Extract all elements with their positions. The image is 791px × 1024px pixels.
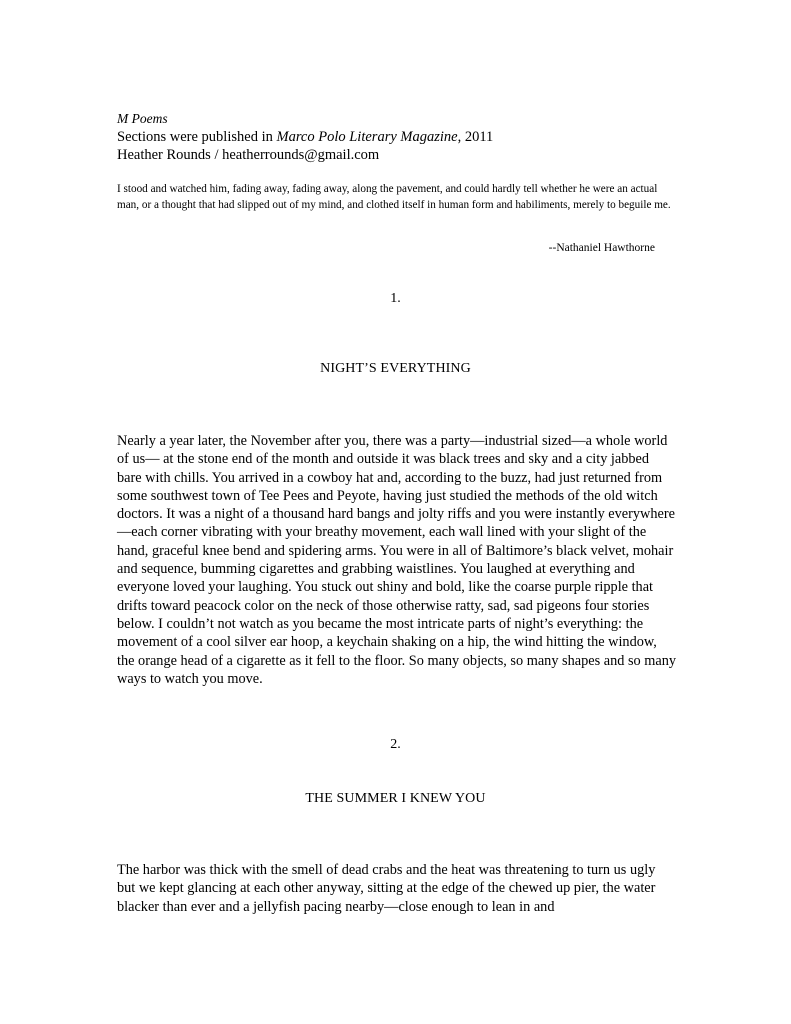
section-title: NIGHT’S EVERYTHING bbox=[320, 361, 471, 376]
publication-suffix: , 2011 bbox=[457, 129, 494, 145]
section-body: Nearly a year later, the November after you, there was a party—industrial sized—a whole world of us— at the stone end of the month and outside it was black trees and sky and a city jabbed bare with chills. You arrived in a cowboy hat and, according to the buzz, had just returned from some southwest town of Tee Pees and Peyote, having just studied the methods of the old witch doctors. It was a night of a thousand hard bangs and jolty riffs and you were instantly everywhere—each corner vibrating with your breathy movement, each wall lined with your slight of the hand, graceful knee bend and spidering arms. You were in all of Baltimore’s black velvet, mohair and sequence, bumming cigarettes and grabbing waistlines. You laughed at everything and everyone loved your laughing. You stuck out shiny and bold, like the coarse purple ripple that drifts toward peacock color on the neck of those otherwise ratty, sad, sad pigeons four stories below. I couldn’t not watch as you became the most intricate parts of night’s everything: the movement of a cool silver ear hoop, a keychain shaking on a hip, the wind hitting the window, the orange head of a cigarette as it fell to the floor. So many objects, so many shapes and so many ways to watch you move. bbox=[117, 433, 677, 687]
author-line: Heather Rounds / heatherrounds@gmail.com bbox=[117, 147, 380, 163]
document-header bbox=[117, 110, 677, 164]
epigraph-attribution: --Nathaniel Hawthorne bbox=[548, 242, 655, 254]
publication-venue: Marco Polo Literary Magazine bbox=[276, 129, 458, 145]
section-title: THE SUMMER I KNEW YOU bbox=[305, 791, 486, 806]
epigraph-text: I stood and watched him, fading away, fading away, along the pavement, and could hardly tell whether he were an actual man, or a thought that had slipped out of my mind, and clothed itself in human form and habiliments, merely to beguile me. bbox=[117, 183, 671, 211]
section-body: The harbor was thick with the smell of dead crabs and the heat was threatening to turn us ugly but we kept glancing at each other anyway, sitting at the edge of the chewed up pier, the water blacker than ever and a jellyfish pacing nearby—close enough to lean in and bbox=[117, 862, 656, 915]
document-title: M Poems bbox=[117, 111, 168, 126]
publication-line bbox=[117, 128, 677, 146]
section-number: 1. bbox=[390, 291, 401, 306]
publication-prefix: Sections were published in bbox=[117, 129, 277, 145]
section-number: 2. bbox=[390, 737, 401, 752]
